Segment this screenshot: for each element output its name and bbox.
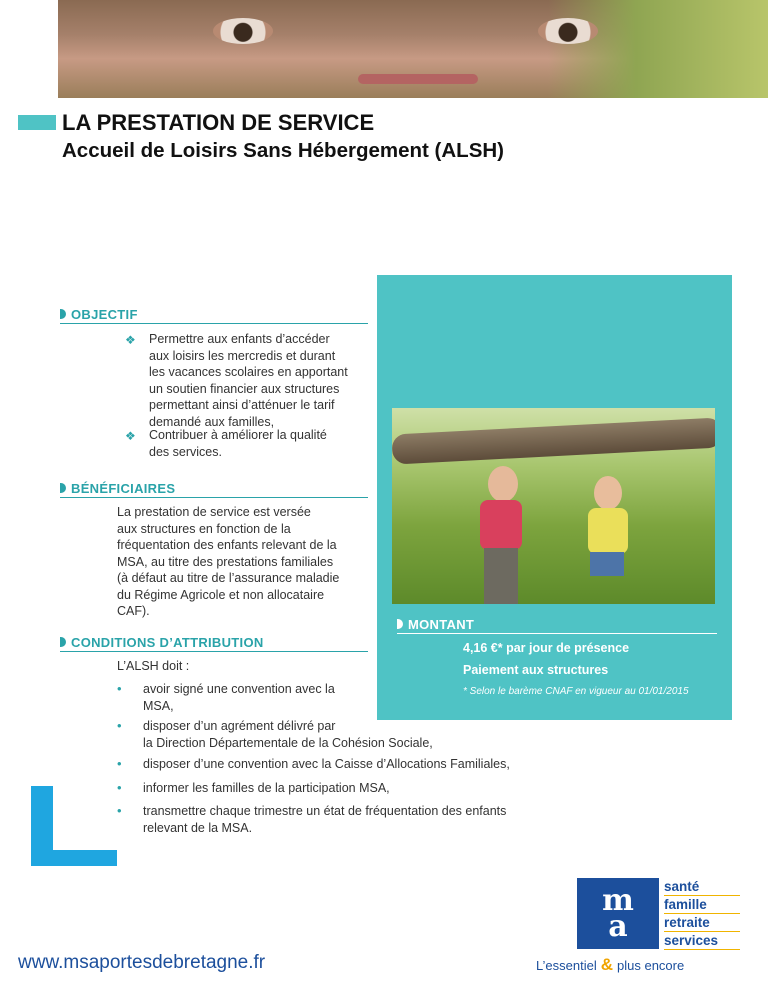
- objectif-item-1: [149, 331, 374, 430]
- objectif-item-1-line: les vacances scolaires en apportant: [149, 365, 348, 379]
- child-left-legs: [484, 548, 518, 604]
- objectif-item-1-line: permettant ainsi d’atténuer le tarif: [149, 398, 335, 412]
- chevron-icon: [60, 309, 66, 319]
- conditions-item-1-line: avoir signé une convention avec la: [143, 682, 335, 696]
- round-bullet-icon: •: [117, 681, 122, 696]
- beneficiaires-text: [117, 504, 379, 620]
- beneficiaires-line: (à défaut au titre de l’assurance maladie: [117, 571, 340, 585]
- beneficiaires-line: du Régime Agricole et non allocataire: [117, 587, 325, 602]
- conditions-item-1: [143, 681, 383, 714]
- beneficiaires-line: CAF).: [117, 604, 150, 618]
- child-right-shirt: [588, 508, 628, 554]
- tagline-left: L’essentiel: [536, 958, 597, 973]
- child-left-shirt: [480, 500, 522, 550]
- diamond-bullet-icon: ❖: [125, 429, 136, 443]
- logo-word: santé: [664, 878, 740, 896]
- msa-logo-letter: a: [608, 909, 628, 944]
- beneficiaires-line: La prestation de service est versée: [117, 505, 311, 519]
- conditions-item-2: [143, 718, 573, 751]
- objectif-item-1-line: aux loisirs les mercredis et durant: [149, 348, 336, 363]
- logo-word: famille: [664, 896, 740, 914]
- conditions-item-5-line: relevant de la MSA.: [143, 820, 253, 835]
- tagline-right: plus encore: [617, 958, 685, 973]
- beneficiaires-line: MSA, au titre des prestations familiales: [117, 554, 334, 569]
- round-bullet-icon: •: [117, 718, 122, 733]
- beneficiaires-heading-label: BÉNÉFICIAIRES: [71, 481, 176, 496]
- beneficiaires-line: aux structures en fonction de la: [117, 521, 291, 536]
- hero-eye-left: [213, 18, 273, 44]
- round-bullet-icon: •: [117, 756, 122, 771]
- conditions-item-5-line: transmettre chaque trimestre un état de fréquentation des enfants: [143, 804, 507, 818]
- chevron-icon: [397, 619, 403, 629]
- logo-word: retraite: [664, 914, 740, 932]
- round-bullet-icon: •: [117, 780, 122, 795]
- msa-tagline: [536, 955, 684, 975]
- objectif-heading-label: OBJECTIF: [71, 307, 138, 322]
- montant-heading-label: MONTANT: [408, 617, 475, 632]
- page-title: LA PRESTATION DE SERVICE: [62, 110, 375, 135]
- big-letter-l-foot: [31, 850, 117, 866]
- beneficiaires-line: fréquentation des enfants relevant de la: [117, 538, 337, 552]
- big-letter-l-graphic: [31, 786, 117, 866]
- objectif-heading: [60, 307, 138, 322]
- website-link[interactable]: www.msaportesdebretagne.fr: [18, 952, 266, 973]
- beneficiaires-rule: [60, 497, 368, 498]
- conditions-intro: L’ALSH doit :: [117, 659, 190, 673]
- montant-amount: 4,16 €* par jour de présence: [463, 641, 630, 655]
- objectif-item-2: [149, 427, 374, 460]
- msa-logo-letters: [577, 883, 659, 944]
- logo-word: services: [664, 932, 740, 950]
- msa-logo: [577, 878, 659, 949]
- conditions-item-2-line: la Direction Départementale de la Cohésion Sociale,: [143, 735, 433, 750]
- tagline-ampersand: &: [600, 955, 613, 974]
- msa-logo-words: [664, 878, 740, 950]
- hero-mouth: [358, 74, 478, 84]
- objectif-item-2-line: Contribuer à améliorer la qualité: [149, 428, 327, 442]
- conditions-heading-label: CONDITIONS D’ATTRIBUTION: [71, 635, 264, 650]
- chevron-icon: [60, 637, 66, 647]
- objectif-item-1-line: Permettre aux enfants d’accéder: [149, 332, 330, 346]
- child-right-legs: [590, 552, 624, 576]
- objectif-item-1-line: un soutien financier aux structures: [149, 381, 340, 396]
- conditions-rule: [60, 651, 368, 652]
- children-photo: [392, 408, 715, 604]
- hero-foliage: [548, 0, 768, 98]
- conditions-item-2-line: disposer d’un agrément délivré par: [143, 719, 336, 733]
- hero-eye-right: [538, 18, 598, 44]
- conditions-heading: [60, 635, 264, 650]
- conditions-item-1-line: MSA,: [143, 698, 174, 713]
- child-right-head: [594, 476, 622, 510]
- diamond-bullet-icon: ❖: [125, 333, 136, 347]
- child-left-head: [488, 466, 518, 502]
- round-bullet-icon: •: [117, 803, 122, 818]
- montant-rule: [397, 633, 717, 634]
- objectif-item-2-line: des services.: [149, 444, 222, 459]
- montant-payment: Paiement aux structures: [463, 663, 609, 677]
- conditions-item-4: informer les familles de la participation MSA,: [143, 781, 390, 795]
- conditions-item-3: disposer d’une convention avec la Caisse d’Allocations Familiales,: [143, 757, 510, 771]
- beneficiaires-heading: [60, 481, 175, 496]
- montant-heading: [397, 617, 474, 632]
- objectif-item-1-line: demandé aux familles,: [149, 414, 275, 429]
- hero-photo: [58, 0, 768, 98]
- tree-branch: [392, 417, 715, 464]
- chevron-icon: [60, 483, 66, 493]
- objectif-rule: [60, 323, 368, 324]
- page-subtitle: Accueil de Loisirs Sans Hébergement (ALSH): [62, 139, 505, 162]
- title-accent-bar: [18, 115, 56, 130]
- conditions-item-5: [143, 803, 583, 836]
- msa-logo-letter: m: [602, 883, 634, 918]
- montant-note: * Selon le barème CNAF en vigueur au 01/01/2015: [463, 686, 689, 697]
